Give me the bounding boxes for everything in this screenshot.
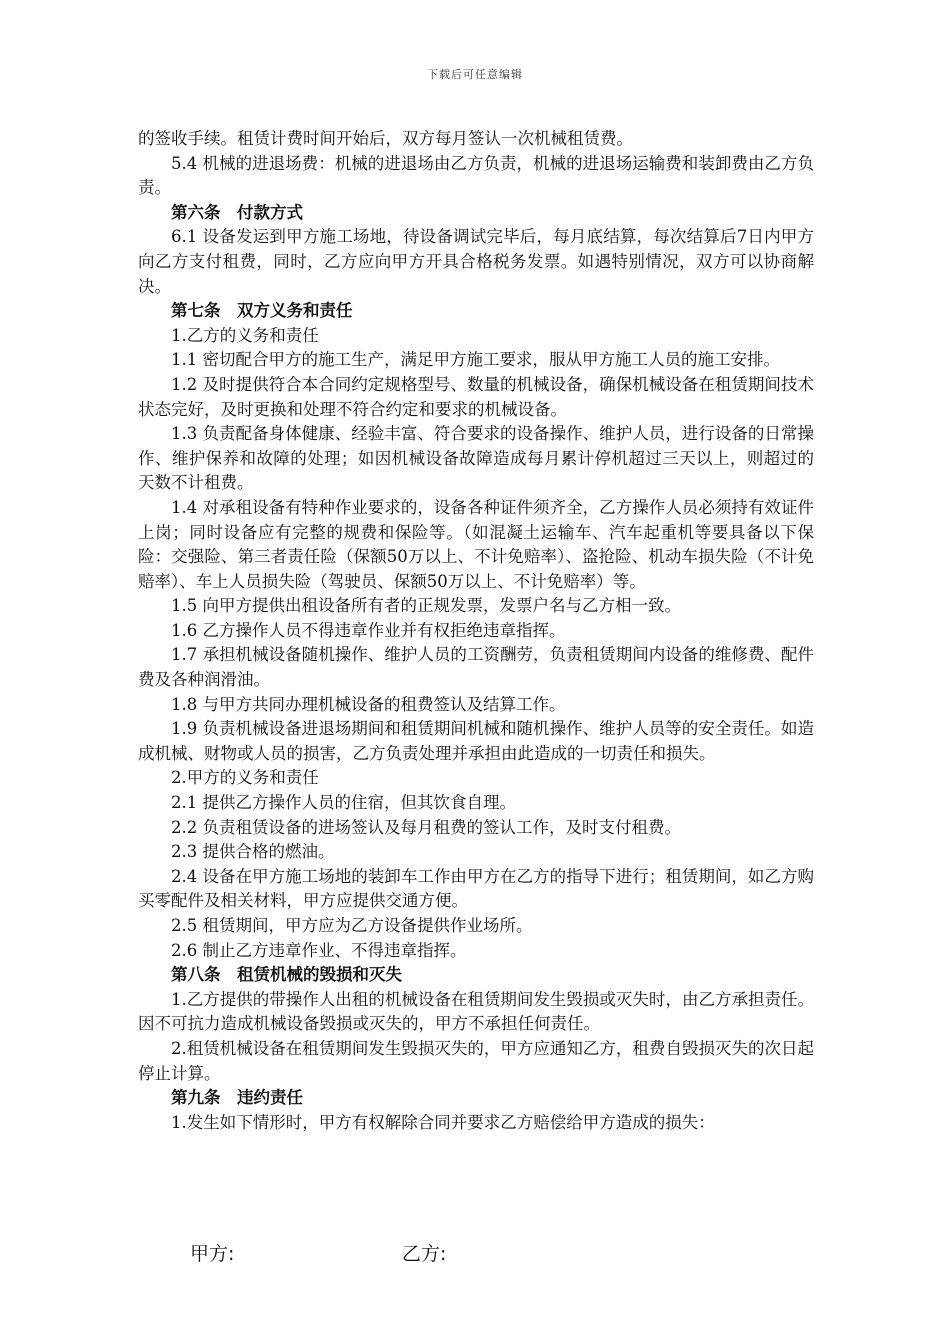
paragraph-8-1: 1.乙方提供的带操作人出租的机械设备在租赁期间发生毁损或灭失时，由乙方承担责任。因不可抗力造成机械设备毁损或灭失的，甲方不承担任何责任。 bbox=[138, 989, 814, 1034]
paragraph-6-1: 6.1 设备发运到甲方施工场地，待设备调试完毕后，每月底结算，每次结算后7日内甲方向乙方支付租费，同时，乙方应向甲方开具合格税务发票。如遇特别情况，双方可以协商解决。 bbox=[138, 227, 814, 296]
paragraph-2-6: 2.6 制止乙方违章作业、不得违章指挥。 bbox=[171, 940, 467, 960]
paragraph-1-4: 1.4 对承租设备有特种作业要求的，设备各种证件须齐全，乙方操作人员必须持有效证件上岗；同时设备应有完整的规费和保险等。（如混凝土运输车、汽车起重机等要具备以下保险：交强险、第三者责任险（保额50万以上、不计免赔率）、盗抢险、机动车损失险（不计免赔率）、车上人员损失险（驾驶员、保额50万以上、不计免赔率）等。 bbox=[138, 497, 814, 591]
paragraph-1-1: 1.1 密切配合甲方的施工生产，满足甲方施工要求，服从甲方施工人员的施工安排。 bbox=[171, 350, 780, 370]
paragraph-2-2: 2.2 负责租赁设备的进场签认及每月租费的签认工作，及时支付租费。 bbox=[171, 817, 681, 837]
paragraph-1-5: 1.5 向甲方提供出租设备所有者的正规发票，发票户名与乙方相一致。 bbox=[171, 596, 681, 616]
paragraph-2-4: 2.4 设备在甲方施工场地的装卸车工作由甲方在乙方的指导下进行；租赁期间，如乙方购买零配件及相关材料，甲方应提供交通方便。 bbox=[138, 866, 814, 911]
paragraph-1-3: 1.3 负责配备身体健康、经验丰富、符合要求的设备操作、维护人员，进行设备的日常操作、维护保养和故障的处理；如因机械设备故障造成每月累计停机超过三天以上，则超过的天数不计租费。 bbox=[138, 424, 814, 493]
paragraph-5-4: 5.4 机械的进退场费：机械的进退场由乙方负责，机械的进退场运输费和装卸费由乙方负责。 bbox=[138, 153, 814, 198]
heading-article-7: 第七条 双方义务和责任 bbox=[171, 301, 353, 321]
paragraph-1-7: 1.7 承担机械设备随机操作、维护人员的工资酬劳，负责租赁期间内设备的维修费、配件费及各种润滑油。 bbox=[138, 645, 814, 690]
heading-article-9: 第九条 违约责任 bbox=[171, 1088, 303, 1108]
paragraph-2-5: 2.5 租赁期间，甲方应为乙方设备提供作业场所。 bbox=[171, 916, 533, 935]
paragraph-2-3: 2.3 提供合格的燃油。 bbox=[171, 842, 335, 862]
paragraph-1-6: 1.6 乙方操作人员不得违章作业并有权拒绝违章指挥。 bbox=[171, 620, 566, 640]
paragraph-0: 的签收手续。租赁计费时间开始后，双方每月签认一次机械租赁费。 bbox=[138, 129, 633, 148]
page-header: 下载后可任意编辑 bbox=[427, 68, 523, 81]
paragraph-1-2: 1.2 及时提供符合本合同约定规格型号、数量的机械设备，确保机械设备在租赁期间技术状态完好，及时更换和处理不符合约定和要求的机械设备。 bbox=[138, 374, 814, 419]
signature-block bbox=[190, 1239, 447, 1266]
paragraph-party-b-duties: 1.乙方的义务和责任 bbox=[171, 325, 319, 345]
paragraph-2-1: 2.1 提供乙方操作人员的住宿，但其饮食自理。 bbox=[171, 793, 516, 813]
paragraph-1-9: 1.9 负责机械设备进退场期间和租赁期间机械和随机操作、维护人员等的安全责任。如造成机械、财物或人员的损害，乙方负责处理并承担由此造成的一切责任和损失。 bbox=[138, 719, 814, 763]
paragraph-9-1: 1.发生如下情形时，甲方有权解除合同并要求乙方赔偿给甲方造成的损失： bbox=[171, 1112, 715, 1132]
contract-body bbox=[138, 127, 814, 1135]
heading-article-8: 第八条 租赁机械的毁损和灭失 bbox=[171, 965, 402, 985]
heading-article-6: 第六条 付款方式 bbox=[171, 202, 303, 222]
paragraph-1-8: 1.8 与甲方共同办理机械设备的租费签认及结算工作。 bbox=[171, 694, 566, 714]
paragraph-8-2: 2.租赁机械设备在租赁期间发生毁损灭失的，甲方应通知乙方，租费自毁损灭失的次日起停止计算。 bbox=[138, 1038, 814, 1083]
party-b-signature-label: 乙方: bbox=[402, 1243, 447, 1265]
party-a-signature-label: 甲方: bbox=[190, 1243, 235, 1265]
paragraph-party-a-duties: 2.甲方的义务和责任 bbox=[171, 768, 319, 788]
